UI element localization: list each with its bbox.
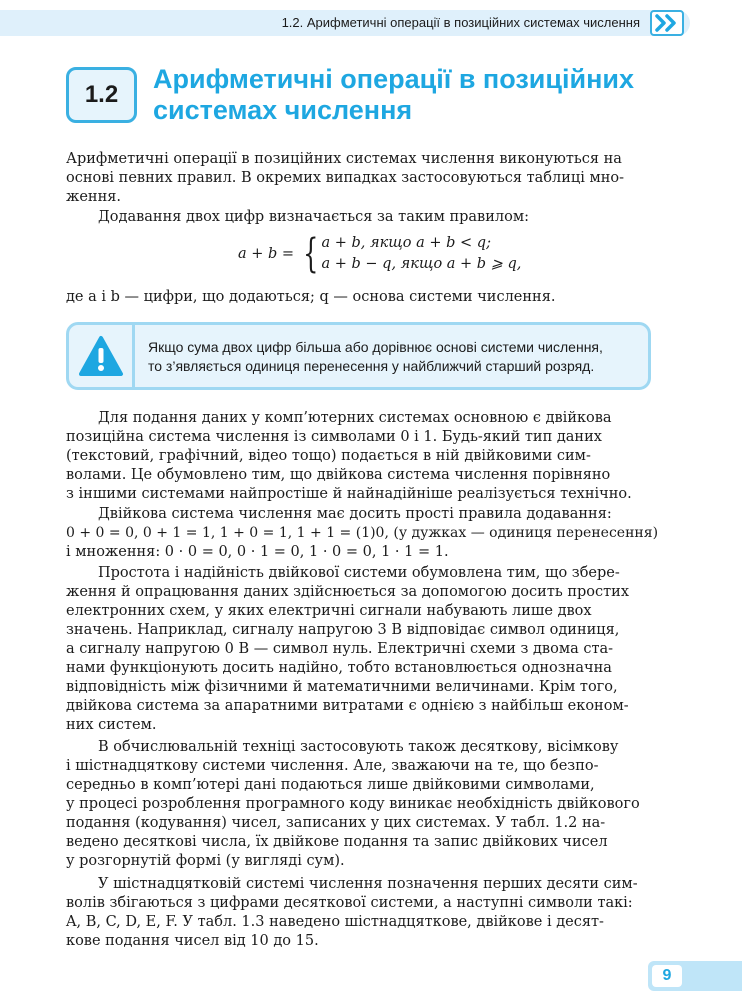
text-line: них систем. [66, 717, 157, 733]
text-line: двійкова система за апаратними витратами є однією з найбільш економ- [66, 698, 629, 714]
note-text [148, 338, 648, 376]
text-line: ведено десяткові числа, їх двійкове подання та запис двійкових чисел [66, 834, 608, 850]
text-line: ження й опрацювання даних здійснюється за допомогою досить простих [66, 584, 630, 600]
text-line: A, B, C, D, E, F. У табл. 1.3 наведено шістнадцяткове, двійкове і десят- [66, 914, 604, 930]
addition-rule-text [66, 208, 651, 227]
section-title [153, 64, 673, 126]
text-line: У шістнадцятковій системі числення позначення перших десяти сим- [98, 876, 638, 892]
text-line: подання (кодування) чисел, записаних у цих системах. У табл. 1.2 на- [66, 815, 606, 831]
section-number: 1.2 [84, 81, 119, 108]
text-line: основі певних правил. В окремих випадках застосовуються таблиці мно- [66, 170, 625, 186]
text-line: де a і b — цифри, що додаються; q — основа системи числення. [66, 289, 556, 305]
note-icon-container [69, 325, 135, 387]
text-line: у процесі розроблення програмного коду виникає необхідність двійкового [66, 796, 640, 812]
body-paragraph-5 [66, 875, 651, 951]
text-line: (текстовий, графічний, відео тощо) подається в ній двійковими сим- [66, 448, 591, 464]
body-paragraph-4 [66, 738, 651, 871]
text-line: кове подання чисел від 10 до 15. [66, 933, 319, 949]
text-line: Двійкова система числення має досить прості правила додавання: [98, 506, 612, 522]
text-line: Для подання даних у комп’ютерних системах основною є двійкова [98, 410, 612, 426]
body-paragraph-1 [66, 409, 651, 504]
formula-case-1: a + b, якщо a + b < q; [321, 235, 491, 251]
where-text [66, 288, 651, 307]
section-number-badge [66, 67, 137, 123]
page-number: 9 [652, 965, 682, 987]
formula-brace: { [303, 231, 319, 277]
text-line: волами. Це обумовлено тим, що двійкова система числення порівняно [66, 467, 611, 483]
text-line: нами функціонують досить надійно, тобто встановлюється однозначна [66, 660, 612, 676]
body-paragraph-2 [66, 505, 659, 562]
text-line: у розгорнутій формі (у вигляді сум). [66, 853, 345, 869]
text-line: з іншими системами найпростіше й найнадійніше реалізується технічно. [66, 486, 632, 502]
text-line: волів збігаються з цифрами десяткової системи, а наступні символи такі: [66, 895, 633, 911]
formula-cases [322, 233, 522, 275]
note-line2: то з’являється одиниця перенесення у найближчий старший розряд. [148, 358, 595, 374]
note-box [66, 322, 651, 390]
addition-formula [238, 232, 521, 276]
body-paragraph-3 [66, 564, 651, 735]
note-line1: Якщо сума двох цифр більша або дорівнює основі системи числення, [148, 339, 603, 355]
text-line: значень. Наприклад, сигналу напругою 3 В відповідає символ одиниця, [66, 622, 620, 638]
text-line: Арифметичні операції в позиційних системах числення виконуються на [66, 151, 622, 167]
text-line: електронних схем, у яких електричні сигнали набувають лише двох [66, 603, 592, 619]
running-title: 1.2. Арифметичні операції в позиційних системах числення [281, 15, 640, 30]
running-header [0, 10, 690, 36]
text-line: Простота і надійність двійкової системи обумовлена тим, що збере- [98, 565, 620, 581]
text-line: середньо в комп’ютері дані подаються лише двійковими символами, [66, 777, 595, 793]
text-line: Додавання двох цифр визначається за таким правилом: [98, 209, 529, 225]
formula-lhs: a + b = [238, 246, 295, 262]
text-line: позиційна система числення із символами 0 і 1. Будь-який тип даних [66, 429, 602, 445]
text-line: і шістнадцяткову системи числення. Але, зважаючи на те, що безпо- [66, 758, 599, 774]
text-line: 0 + 0 = 0, 0 + 1 = 1, 1 + 0 = 1, 1 + 1 = (1)0, (у дужках — одиниця перенесення) [66, 525, 659, 541]
intro-paragraph [66, 150, 651, 207]
section-title-line2: системах числення [153, 95, 413, 125]
text-line: і множення: 0 · 0 = 0, 0 · 1 = 0, 1 · 0 = 0, 1 · 1 = 1. [66, 544, 449, 560]
double-chevron-right-icon [650, 10, 684, 36]
formula-case-2: a + b − q, якщо a + b ⩾ q, [321, 256, 522, 272]
text-line: В обчислювальній техніці застосовують також десяткову, вісімкову [98, 739, 619, 755]
text-line: відповідність між фізичними й математичними величинами. Крім того, [66, 679, 618, 695]
text-line: ження. [66, 189, 122, 205]
text-line: а сигналу напругою 0 В — символ нуль. Електричні схеми з двома ста- [66, 641, 614, 657]
warning-icon [78, 335, 124, 377]
section-title-line1: Арифметичні операції в позиційних [153, 64, 635, 94]
